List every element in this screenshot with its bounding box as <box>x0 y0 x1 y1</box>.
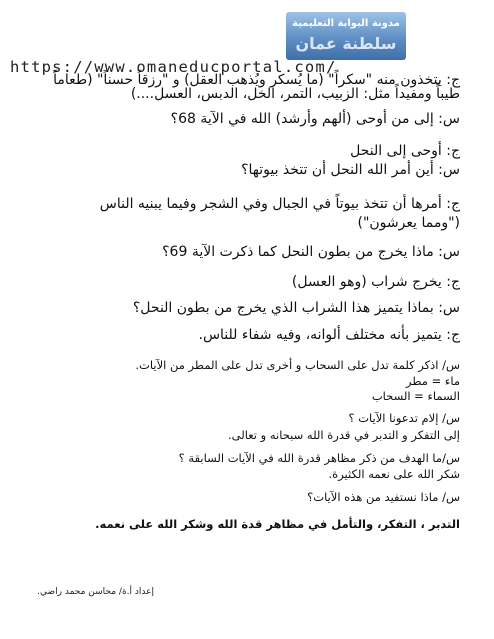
answer-line: التدبر ، التفكر، والتأمل في مظاهر قدة الله وشكر الله على نعمه. <box>95 517 460 531</box>
answer-line: ج: يتخذون منه "سكراً" (ما يُسكر ويُذهب العقل) و "رزقاً حسناً" (طعاماً <box>53 72 460 88</box>
question-line: س: إلى من أوحى (ألهم وأرشد) الله في الآية 68؟ <box>170 111 460 127</box>
answer-line: إلى التفكر و التدبر في قدرة الله سبحانه و تعالى. <box>228 428 460 442</box>
question-line: س: أين أمر الله النحل أن تتخذ بيوتها؟ <box>241 162 460 178</box>
logo-line2: سلطنة عمان <box>295 34 397 53</box>
answer-line: ج: أمرها أن تتخذ بيوتاً في الجبال وفي الشجر وفيما يبنيه الناس <box>99 196 460 212</box>
answer-line: ج: أوحى إلى النحل <box>350 143 460 159</box>
watermark-url: https://www.omaneducportal.com/ <box>10 58 337 76</box>
question-line: س/ما الهدف من ذكر مظاهر قدرة الله في الآيات السابقة ؟ <box>178 451 460 465</box>
question-line: س: بماذا يتميز هذا الشراب الذي يخرج من بطون النحل؟ <box>132 300 460 316</box>
answer-line: ماء = مطر <box>406 374 460 388</box>
question-line: س/ اذكر كلمة تدل على السحاب و أخرى تدل على المطر من الآيات. <box>135 358 460 372</box>
answer-line: ج: يخرج شراب (وهو العسل) <box>291 274 460 290</box>
answer-line: ("ومما يعرشون") <box>357 215 460 231</box>
question-line: س: ماذا يخرج من بطون النحل كما ذكرت الآية 69؟ <box>162 244 460 260</box>
answer-line: طيباً ومفيداً مثل: الزبيب، التمر، الخل، الدبس، العسل....) <box>130 86 460 102</box>
logo-line1: مدونة البوابة التعليمية <box>292 18 400 29</box>
watermark-logo <box>286 12 406 60</box>
answer-line: السماء = السحاب <box>371 389 460 403</box>
answer-line: ج: يتميز بأنه مختلف ألوانه، وفيه شفاء للناس. <box>198 327 460 343</box>
question-line: س/ إلام تدعونا الآيات ؟ <box>348 411 460 425</box>
answer-line: شكر الله على نعمه الكثيرة. <box>328 467 460 481</box>
question-line: س/ ماذا نستفيد من هذه الآيات؟ <box>307 490 460 504</box>
footer-author: إعداد أ.ة/ محاسن محمد راضي. <box>37 587 154 597</box>
